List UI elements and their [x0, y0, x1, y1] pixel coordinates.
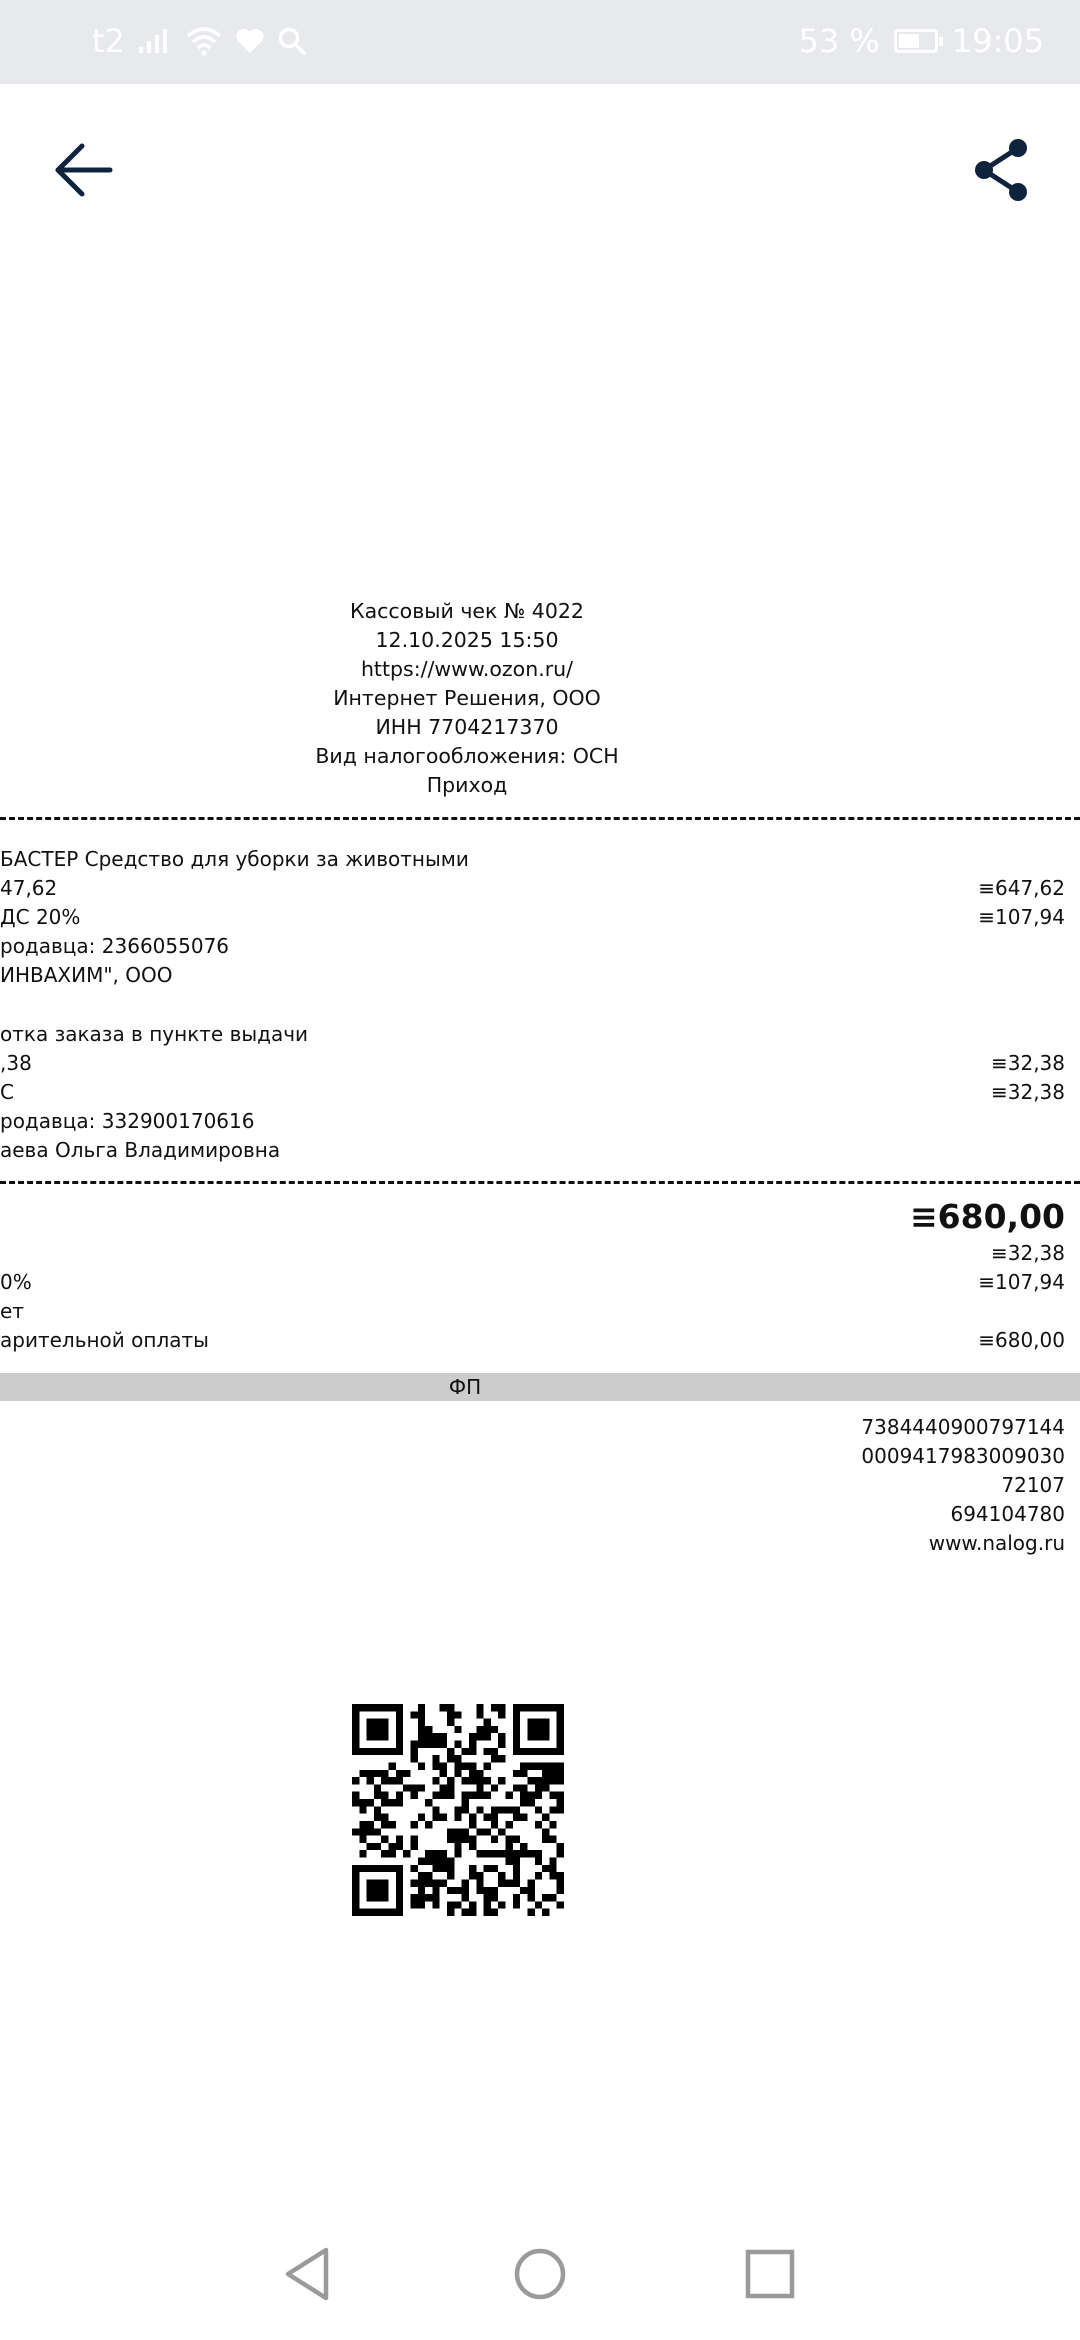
status-bar-left [92, 22, 307, 60]
fiscal-line: 694104780 [950, 1502, 1065, 1526]
nav-home-icon [508, 2242, 572, 2306]
nav-home-button[interactable] [508, 2242, 572, 2306]
wifi-icon [185, 26, 223, 56]
status-bar-right [798, 22, 1044, 60]
status-bar [0, 0, 1080, 84]
item2-vat-label: С [0, 1080, 14, 1104]
totals-line2-value: ≡107,94 [978, 1270, 1065, 1294]
receipt-company: Интернет Решения, ООО [333, 686, 601, 710]
item1-price: ≡647,62 [978, 876, 1065, 900]
top-toolbar [0, 84, 1080, 254]
receipt-tax-system: Вид налогообложения: ОСН [315, 744, 619, 768]
totals-line3-label: ет [0, 1299, 24, 1323]
nav-recents-icon [738, 2242, 802, 2306]
item2-name: отка заказа в пункте выдачи [0, 1022, 309, 1046]
fiscal-line: 72107 [1001, 1473, 1065, 1497]
item1-seller-inn: родавца: 2366055076 [0, 934, 230, 958]
fiscal-line: 0009417983009030 [861, 1444, 1065, 1468]
fiscal-site: www.nalog.ru [928, 1531, 1065, 1555]
navigation-bar [0, 2220, 1080, 2340]
item1-price-left: 47,62 [0, 876, 58, 900]
total-amount: ≡680,00 [910, 1197, 1065, 1236]
heart-icon [235, 27, 265, 55]
item1-seller-name: ИНВАХИМ", ООО [0, 963, 173, 987]
totals-line1-value: ≡32,38 [990, 1241, 1065, 1265]
fp-band [0, 1373, 1080, 1401]
totals-line4-value: ≡680,00 [978, 1328, 1065, 1352]
share-icon [966, 134, 1038, 206]
battery-percent: 53 % [798, 22, 880, 60]
search-icon [277, 26, 307, 56]
item1-name: БАСТЕР Средство для уборки за животными [0, 847, 469, 871]
nav-back-icon [276, 2242, 340, 2306]
fp-label: ФП [448, 1375, 482, 1399]
item2-vat: ≡32,38 [990, 1080, 1065, 1104]
receipt-url: https://www.ozon.ru/ [360, 657, 574, 681]
clock: 19:05 [951, 22, 1044, 60]
item2-seller-name: аева Ольга Владимировна [0, 1138, 281, 1162]
share-button[interactable] [966, 134, 1038, 206]
item2-seller-inn: родавца: 332900170616 [0, 1109, 255, 1133]
back-button[interactable] [48, 134, 120, 206]
battery-icon [894, 29, 938, 53]
receipt-operation-type: Приход [426, 773, 508, 797]
qr-code [352, 1704, 564, 1916]
item2-price: ≡32,38 [990, 1051, 1065, 1075]
totals-line2-label: 0% [0, 1270, 32, 1294]
nav-recents-button[interactable] [738, 2242, 802, 2306]
receipt-datetime: 12.10.2025 15:50 [375, 628, 559, 652]
item2-price-left: ,38 [0, 1051, 32, 1075]
divider [0, 1181, 1080, 1184]
item1-vat: ≡107,94 [978, 905, 1065, 929]
signal-icon [137, 27, 173, 55]
item1-vat-label: ДС 20% [0, 905, 81, 929]
arrow-left-icon [48, 134, 120, 206]
fiscal-line: 7384440900797144 [861, 1415, 1065, 1439]
divider [0, 817, 1080, 820]
receipt-title: Кассовый чек № 4022 [350, 599, 584, 623]
carrier-label: t2 [92, 22, 125, 60]
totals-line4-label: арительной оплаты [0, 1328, 209, 1352]
receipt-inn: ИНН 7704217370 [375, 715, 559, 739]
nav-back-button[interactable] [276, 2242, 340, 2306]
